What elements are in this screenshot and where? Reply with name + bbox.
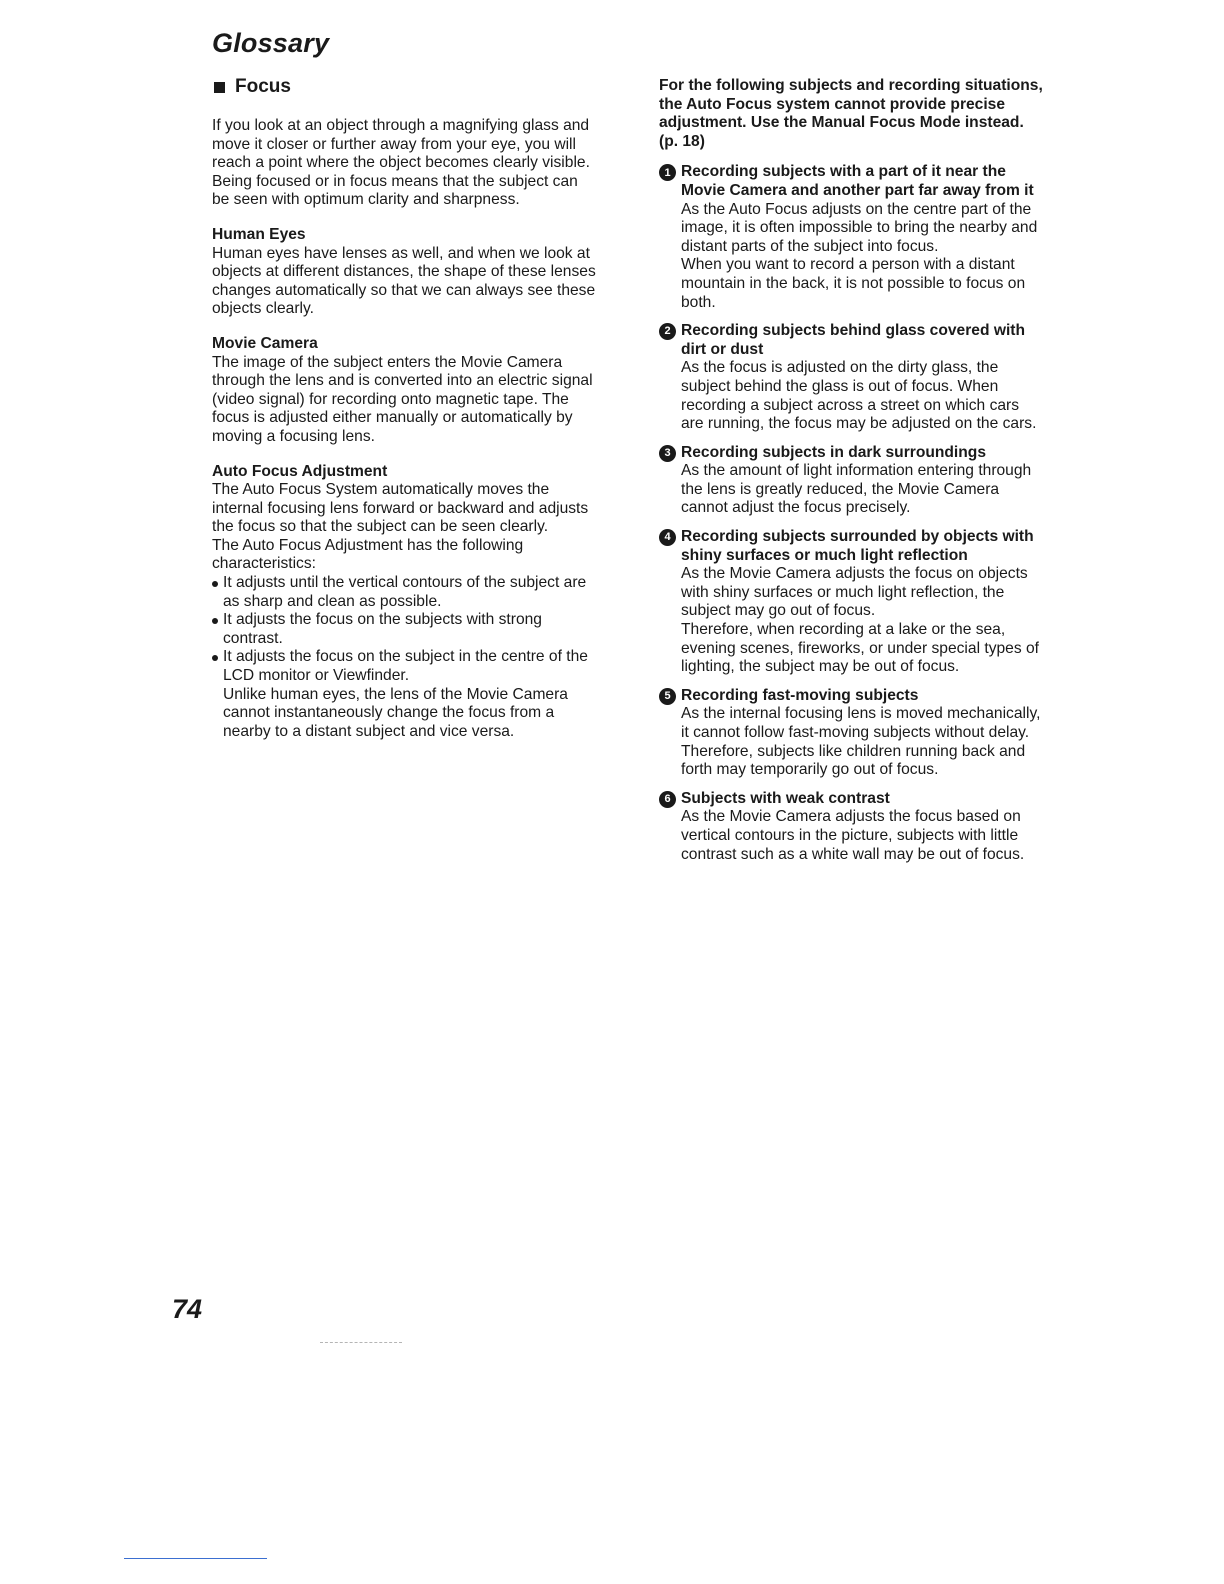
case-text: Therefore, when recording at a lake or the sea, evening scenes, fireworks, or under special types of lighting, the subject may be out of focus. [681,621,1039,676]
case-item [659,444,1044,518]
bullet-dot-icon [212,655,218,661]
list-item-text: It adjusts the focus on the subjects with strong contrast. [223,611,542,647]
square-bullet-icon [214,82,225,93]
case-heading [659,444,1044,463]
case-heading [659,687,1044,706]
focus-intro: If you look at an object through a magnifying glass and move it closer or further away from your eye, you will reach a point where the object becomes clearly visible. Being focused or in focus means that the subject can be seen with optimum clarity and sharpness. [212,117,590,209]
case-body [659,705,1044,779]
case-title: Recording subjects in dark surroundings [681,443,986,461]
list-item-text: It adjusts until the vertical contours of the subject are as sharp and clean as possible. [223,574,587,610]
case-text: As the Auto Focus adjusts on the centre part of the image, it is often impossible to bring the nearby and distant parts of the subject into focus. [681,200,1038,255]
bottom-divider [124,1558,267,1559]
list-item [212,611,597,648]
list-item-text: It adjusts the focus on the subject in the centre of the LCD monitor or Viewfinder. [223,648,588,685]
case-text: As the amount of light information entering through the lens is greatly reduced, the Movie Camera cannot adjust the focus precisely. [681,462,1032,517]
case-body [659,565,1044,677]
page-number: 74 [172,1294,203,1324]
case-body [659,359,1044,433]
section-heading-focus [212,76,597,98]
case-item [659,322,1044,434]
case-title: Recording subjects behind glass covered with dirt or dust [681,322,1026,358]
case-body [659,462,1044,518]
movie-camera-text: The image of the subject enters the Movie Camera through the lens and is converted into an electric signal (video signal) for recording onto magnetic tape. The focus is adjusted either manually or automatically by moving a focusing lens. [212,353,593,445]
bullet-dot-icon [212,618,218,624]
list-item [212,574,597,611]
case-text: As the Movie Camera adjusts the focus based on vertical contours in the picture, subjects with little contrast such as a white wall may be out of focus. [681,808,1025,863]
movie-camera-heading: Movie Camera [212,334,318,352]
case-text: When you want to record a person with a distant mountain in the back, it is not possible to focus on both. [681,256,1026,311]
case-title: Recording subjects surrounded by objects with shiny surfaces or much light reflection [681,528,1034,564]
scan-divider [320,1342,402,1344]
case-text: As the focus is adjusted on the dirty glass, the subject behind the glass is out of focus. When recording a subject across a street on which cars are running, the focus may be adjusted on the cars. [681,359,1037,433]
auto-focus-after: Unlike human eyes, the lens of the Movie Camera cannot instantaneously change the focus from a nearby to a distant subject and vice versa. [223,685,568,740]
auto-focus-characteristics [212,574,597,686]
list-item [212,648,597,685]
number-circle-icon: 5 [659,688,676,705]
page-title: Glossary [212,28,330,58]
case-body [659,808,1044,864]
case-item [659,687,1044,780]
auto-focus-heading: Auto Focus Adjustment [212,462,388,480]
focus-intro-block [212,117,597,210]
movie-camera-block [212,335,597,447]
case-text: As the Movie Camera adjusts the focus on objects with shiny surfaces or much light reflection, the subject may go out of focus. [681,565,1028,620]
human-eyes-block [212,226,597,319]
number-circle-icon: 2 [659,323,676,340]
case-heading [659,322,1044,359]
auto-focus-text-2: The Auto Focus Adjustment has the following characteristics: [212,536,524,573]
case-text: Therefore, subjects like children running back and forth may temporarily go out of focus. [681,742,1026,779]
auto-focus-block [212,463,597,742]
case-item [659,528,1044,677]
right-column [659,77,1044,874]
human-eyes-text: Human eyes have lenses as well, and when we look at objects at different distances, the shape of these lenses changes automatically so that we can always see these objects clearly. [212,244,596,318]
number-circle-icon: 6 [659,791,676,808]
number-circle-icon: 3 [659,445,676,462]
section-heading-label: Focus [235,76,291,97]
human-eyes-heading: Human Eyes [212,225,306,243]
limitations-intro: For the following subjects and recording situations, the Auto Focus system cannot provide precise adjustment. Use the Manual Focus Mode instead. (p. 18) [659,77,1043,150]
auto-focus-text-1: The Auto Focus System automatically moves the internal focusing lens forward or backward and adjusts the focus so that the subject can be seen clearly. [212,481,589,536]
number-circle-icon: 1 [659,164,676,181]
case-title: Recording subjects with a part of it near the Movie Camera and another part far away from it [681,163,1034,199]
case-title: Subjects with weak contrast [681,789,890,807]
left-column [212,76,597,757]
case-heading [659,528,1044,565]
case-heading [659,163,1044,200]
case-text: As the internal focusing lens is moved mechanically, it cannot follow fast-moving subjects without delay. [681,705,1041,741]
bullet-dot-icon [212,581,218,587]
case-heading [659,790,1044,809]
case-title: Recording fast-moving subjects [681,686,919,704]
case-body [659,201,1044,313]
case-item [659,790,1044,864]
number-circle-icon: 4 [659,529,676,546]
case-item [659,163,1044,312]
